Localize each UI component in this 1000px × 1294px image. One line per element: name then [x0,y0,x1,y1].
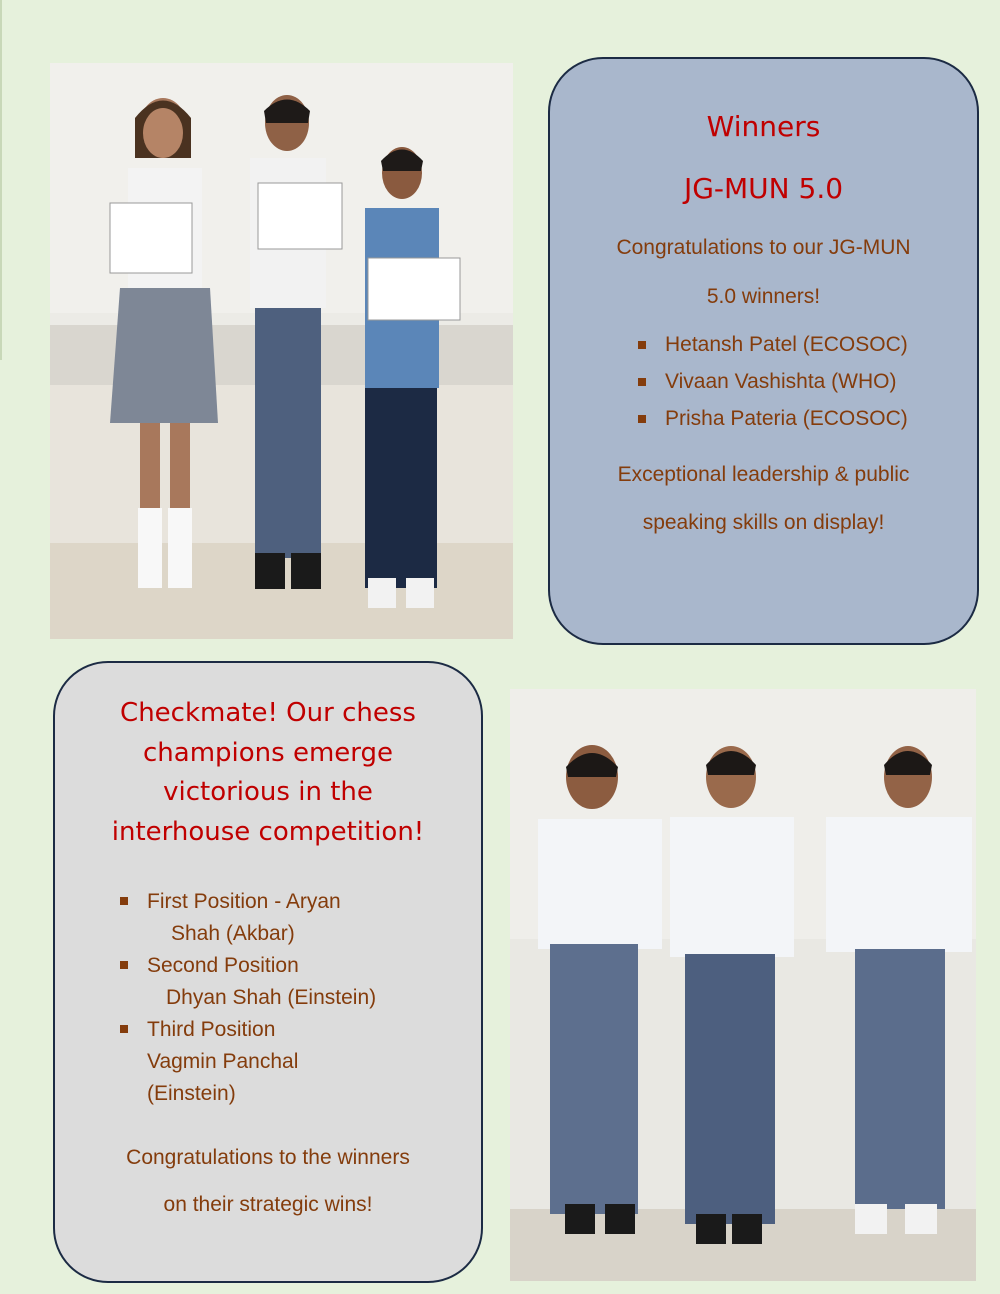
position-title: First Position - Aryan [147,890,341,913]
chess-champions-photo [510,689,976,1281]
chess-closing-line2: on their strategic wins! [163,1193,373,1216]
chess-heading-line: interhouse competition! [111,816,425,847]
position-title: Second Position [147,954,299,977]
chess-heading-line: victorious in the [163,777,373,807]
list-item [147,886,376,950]
chess-positions-list [147,886,376,1110]
mun-closing-line2: speaking skills on display! [642,511,885,534]
list-item: Hetansh Patel (ECOSOC) [665,330,908,367]
mun-winners-photo [50,63,513,639]
mun-subtitle: JG-MUN 5.0 [683,172,844,205]
mun-intro-line2: 5.0 winners! [706,285,821,308]
page-edge-rule [0,0,2,360]
list-item: Vivaan Vashishta (WHO) [665,367,908,404]
mun-closing-line1: Exceptional leadership & public [617,463,910,486]
list-item [147,1014,376,1110]
position-winner: Shah (Akbar) [171,922,295,945]
position-winner: Dhyan Shah (Einstein) [166,986,377,1009]
position-house: (Einstein) [147,1082,236,1105]
mun-intro-line1: Congratulations to our JG-MUN [616,236,911,259]
mun-title: Winners [706,110,821,143]
chess-heading-line: champions emerge [142,737,393,768]
position-winner: Vagmin Panchal [147,1050,299,1073]
chess-closing-line1: Congratulations to the winners [126,1146,410,1169]
chess-heading-line: Checkmate! Our chess [120,698,416,728]
list-item: Prisha Pateria (ECOSOC) [665,404,908,441]
chess-heading [53,694,483,852]
position-title: Third Position [147,1018,276,1041]
list-item [147,950,376,1014]
mun-winners-list [665,330,908,441]
